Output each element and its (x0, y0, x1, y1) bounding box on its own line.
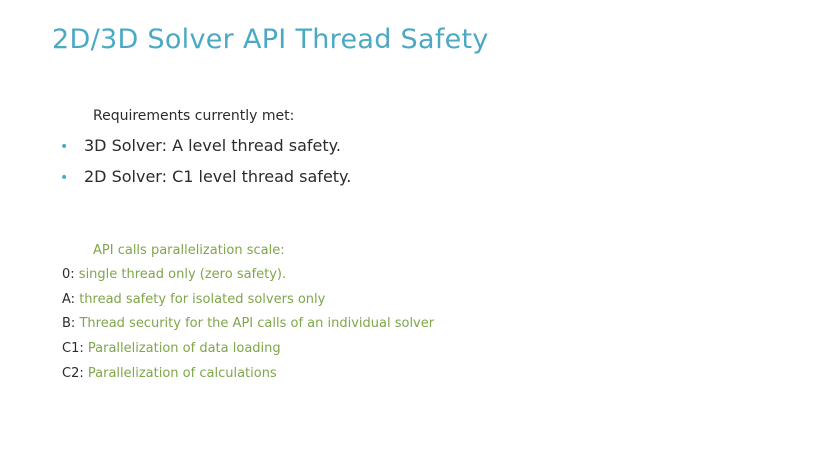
requirement-text: 2D Solver: C1 level thread safety. (84, 167, 352, 186)
scale-level: C1: (62, 341, 84, 357)
requirements-list (60, 136, 351, 198)
scale-description: Parallelization of data loading (87, 341, 281, 357)
requirement-text: 3D Solver: A level thread safety. (84, 136, 341, 155)
scale-level: A: (62, 291, 76, 307)
scale-level: 0: (62, 267, 75, 282)
list-item (62, 316, 434, 341)
list-item (60, 167, 351, 198)
scale-description: Parallelization of calculations (87, 365, 277, 381)
scale-level: B: (62, 316, 76, 332)
scale-level: C2: (62, 365, 84, 381)
scale-description: thread safety for isolated solvers only (79, 291, 326, 307)
list-item (62, 267, 434, 292)
bullet-icon: • (60, 170, 69, 186)
slide-title: 2D/3D Solver API Thread Safety (52, 24, 489, 55)
list-item (60, 136, 351, 167)
requirements-intro: Requirements currently met: (93, 108, 295, 124)
scale-description: Thread security for the API calls of an individual solver (79, 316, 435, 332)
scale-list (62, 267, 434, 390)
scale-intro: API calls parallelization scale: (93, 243, 285, 258)
bullet-icon: • (60, 139, 69, 155)
list-item (62, 366, 434, 391)
list-item (62, 341, 434, 366)
scale-description: single thread only (zero safety). (78, 267, 287, 282)
list-item (62, 292, 434, 317)
